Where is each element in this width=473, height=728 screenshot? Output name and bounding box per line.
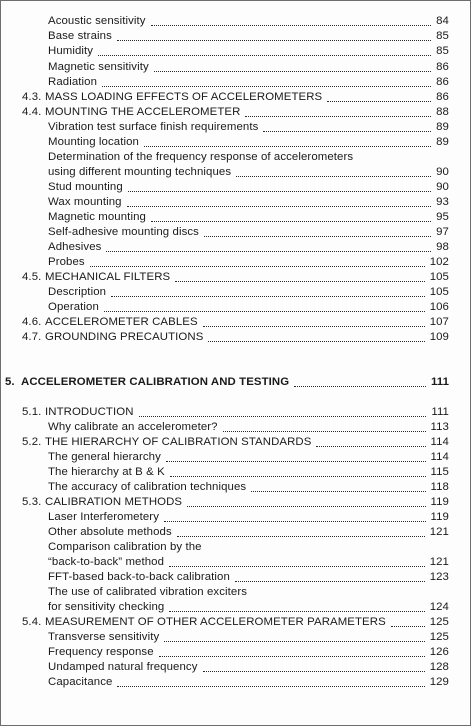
toc-entry	[1, 585, 472, 600]
toc-page-number: 85	[436, 30, 449, 42]
toc-page-number: 107	[429, 316, 449, 328]
toc-entry	[1, 675, 472, 690]
toc-entry	[1, 615, 472, 630]
toc-entry	[1, 540, 472, 555]
toc-entry	[1, 240, 472, 255]
toc-entry-row	[48, 555, 449, 570]
toc-entry-row	[48, 44, 449, 59]
toc-entry-row	[45, 615, 449, 630]
toc-page-number: 90	[436, 166, 449, 178]
dot-leader	[151, 24, 432, 26]
toc-entry-title: The use of calibrated vibration exciters	[48, 586, 248, 598]
toc-entry-title: Wax mounting	[48, 196, 122, 208]
toc-entry	[1, 660, 472, 675]
toc-section-number: 5.1.	[22, 406, 42, 418]
toc-page-number: 129	[429, 676, 449, 688]
dot-leader	[166, 460, 426, 462]
toc-entry-title: Laser Interferometery	[48, 511, 159, 523]
dot-leader	[203, 325, 425, 327]
toc-entry	[1, 600, 472, 615]
dot-leader	[203, 670, 425, 672]
toc-entry-title: MASS LOADING EFFECTS OF ACCELEROMETERS	[45, 91, 323, 103]
toc-page-number: 97	[436, 226, 449, 238]
toc-entry-row	[48, 225, 449, 240]
toc-entry-row	[45, 90, 449, 105]
toc-entry-row	[48, 165, 449, 180]
toc-entry-title: ACCELEROMETER CABLES	[45, 316, 198, 328]
toc-page-number: 123	[429, 571, 449, 583]
toc-entry-title: Mounting location	[48, 136, 139, 148]
toc-page-number: 114	[430, 451, 449, 463]
toc-entry-title: Base strains	[48, 30, 112, 42]
toc-page-number: 98	[436, 241, 449, 253]
toc-entry	[1, 330, 472, 345]
toc-page-number: 119	[430, 511, 449, 523]
toc-entry	[1, 375, 472, 390]
dot-leader	[98, 54, 431, 56]
dot-leader	[169, 610, 424, 612]
toc-section-number: 5.2.	[22, 436, 42, 448]
toc-page-number: 106	[429, 301, 449, 313]
toc-page-number: 95	[436, 211, 449, 223]
toc-page-number: 111	[431, 406, 449, 418]
toc-entry-title: Determination of the frequency response of accelerometers	[48, 151, 354, 163]
toc-entry	[1, 165, 472, 180]
dot-leader	[177, 535, 425, 537]
toc-entry-title: Operation	[48, 301, 99, 313]
toc-entry-title: Comparison calibration by the	[48, 541, 202, 553]
toc-entry-row	[45, 405, 449, 420]
toc-entry-title: “back-to-back” method	[48, 556, 165, 568]
toc-entry-row	[21, 375, 449, 390]
toc-entry-title: THE HIERARCHY OF CALIBRATION STANDARDS	[45, 436, 312, 448]
dot-leader	[235, 580, 425, 582]
toc-section-number: 4.5.	[22, 271, 42, 283]
toc-entry-title: MOUNTING THE ACCELEROMETER	[45, 106, 241, 118]
toc-entry-row	[48, 300, 449, 315]
toc-page-number: 121	[429, 526, 449, 538]
dot-leader	[159, 655, 425, 657]
toc-entry-row	[48, 29, 449, 44]
dot-leader	[245, 115, 431, 117]
toc-entry	[1, 300, 472, 315]
toc-entry-title: MECHANICAL FILTERS	[45, 271, 171, 283]
toc-page-number: 93	[436, 196, 449, 208]
toc-page-number: 84	[436, 15, 449, 27]
toc-entry-row	[48, 75, 449, 90]
toc-section-number: 4.7.	[22, 331, 42, 343]
toc-entry	[1, 75, 472, 90]
toc-entry-title: Humidity	[48, 45, 94, 57]
toc-entry	[1, 630, 472, 645]
toc-entry-title: Self-adhesive mounting discs	[48, 226, 199, 238]
toc-section-number: 5.3.	[22, 496, 42, 508]
toc-page-number: 126	[429, 646, 449, 658]
toc-page-number: 89	[436, 121, 449, 133]
dot-leader	[327, 100, 431, 102]
toc-entry-row	[45, 315, 449, 330]
toc-entry-row	[48, 465, 449, 480]
toc-entry	[1, 180, 472, 195]
toc-entry-title: Stud mounting	[48, 181, 123, 193]
toc-page-number: 113	[430, 421, 449, 433]
toc-page-number: 124	[429, 601, 449, 613]
toc-section-number: 4.3.	[22, 91, 42, 103]
toc-section-number: 5.4.	[22, 616, 42, 628]
toc-entry-title: Undamped natural frequency	[48, 661, 198, 673]
toc-entry-title: The hierarchy at B & K	[48, 466, 165, 478]
toc-page-number: 115	[430, 466, 449, 478]
toc-entry	[1, 225, 472, 240]
toc-entry-row	[45, 435, 449, 450]
dot-leader	[127, 205, 432, 207]
toc-entry-title: Radiation	[48, 76, 98, 88]
dot-leader	[263, 130, 431, 132]
dot-leader	[117, 685, 424, 687]
toc-entry-row	[48, 285, 449, 300]
toc-entry	[1, 570, 472, 585]
toc-entry-row	[48, 510, 449, 525]
toc-entry-row	[48, 255, 449, 270]
toc-entry-title: ACCELEROMETER CALIBRATION AND TESTING	[21, 376, 290, 388]
dot-leader	[144, 145, 431, 147]
dot-leader	[154, 70, 431, 72]
toc-entry-title: CALIBRATION METHODS	[45, 496, 183, 508]
toc-entry-title: for sensitivity checking	[48, 601, 165, 613]
dot-leader	[90, 265, 425, 267]
toc-page-number: 128	[429, 661, 449, 673]
toc-page-number: 89	[436, 136, 449, 148]
toc-entry-row	[48, 240, 449, 255]
toc-page-number: 119	[430, 496, 449, 508]
toc-entry-row	[45, 105, 449, 120]
toc-entry-title: Frequency response	[48, 646, 154, 658]
toc-page-number: 111	[430, 376, 449, 388]
toc-page-number: 109	[429, 331, 449, 343]
toc-entry-row	[48, 135, 449, 150]
toc-entry	[1, 195, 472, 210]
toc-entry	[1, 525, 472, 540]
toc-entry	[1, 450, 472, 465]
toc-page-number: 85	[436, 45, 449, 57]
toc-entry	[1, 29, 472, 44]
toc-entry-title: FFT-based back-to-back calibration	[48, 571, 230, 583]
toc-page-number: 90	[436, 181, 449, 193]
toc-page-number: 86	[436, 76, 449, 88]
toc-entry	[1, 405, 472, 420]
toc-entry	[1, 465, 472, 480]
toc-page-number: 102	[429, 256, 449, 268]
toc-page-number: 105	[429, 271, 449, 283]
dot-leader	[251, 490, 425, 492]
toc-entry	[1, 44, 472, 59]
dot-leader	[204, 235, 431, 237]
toc-entry	[1, 135, 472, 150]
toc-entry-title: Adhesives	[48, 241, 102, 253]
toc-entry-row	[48, 150, 449, 165]
toc-entry	[1, 645, 472, 660]
toc-entry	[1, 480, 472, 495]
toc-entry	[1, 14, 472, 29]
toc-entry-title: Why calibrate an accelerometer?	[48, 421, 218, 433]
toc-entry	[1, 435, 472, 450]
toc-entry-title: GROUNDING PRECAUTIONS	[45, 331, 204, 343]
dot-leader	[106, 250, 431, 252]
dot-leader	[104, 310, 425, 312]
toc-entry-row	[45, 330, 449, 345]
toc-section-number: 5.	[5, 376, 15, 388]
toc-entry-row	[48, 540, 449, 555]
toc-entry-row	[48, 585, 449, 600]
dot-leader	[175, 280, 424, 282]
toc-entry-row	[48, 660, 449, 675]
toc-entry-title: Magnetic mounting	[48, 211, 146, 223]
dot-leader	[208, 340, 424, 342]
dot-leader	[170, 475, 426, 477]
toc-entry-row	[48, 14, 449, 29]
dot-leader	[128, 190, 431, 192]
dot-leader	[391, 625, 425, 627]
toc-page-number: 105	[429, 286, 449, 298]
toc-entry	[1, 315, 472, 330]
toc-entry-title: The accuracy of calibration techniques	[48, 481, 247, 493]
toc-entry	[1, 150, 472, 165]
toc-entry-title: Probes	[48, 256, 85, 268]
toc-page-number: 88	[436, 106, 449, 118]
toc-entry-row	[48, 525, 449, 540]
toc-section-number: 4.4.	[22, 106, 42, 118]
toc-page-number: 86	[436, 61, 449, 73]
toc-entry-title: Vibration test surface finish requirements	[48, 121, 259, 133]
toc-page-number: 121	[429, 556, 449, 568]
toc-entry	[1, 60, 472, 75]
toc-entry-row	[48, 480, 449, 495]
dot-leader	[151, 220, 431, 222]
toc-entry-row	[48, 195, 449, 210]
toc-page-number: 125	[429, 616, 449, 628]
toc-entry-title: Description	[48, 286, 107, 298]
toc-entry-row	[48, 675, 449, 690]
dot-leader	[164, 520, 426, 522]
toc-entry-title: The general hierarchy	[48, 451, 161, 463]
toc-entry-title: Acoustic sensitivity	[48, 15, 146, 27]
toc-section-number: 4.6.	[22, 316, 42, 328]
dot-leader	[169, 565, 425, 567]
toc-entry-title: using different mounting techniques	[48, 166, 232, 178]
toc-entry-row	[48, 630, 449, 645]
toc-entry	[1, 420, 472, 435]
toc-page-number: 86	[436, 91, 449, 103]
dot-leader	[187, 505, 425, 507]
toc-entry-title: Capacitance	[48, 676, 113, 688]
toc-entry	[1, 555, 472, 570]
toc-entry-row	[48, 210, 449, 225]
toc-entry	[1, 105, 472, 120]
toc-entry-row	[48, 60, 449, 75]
toc-entry-row	[48, 120, 449, 135]
toc-entry-title: Transverse sensitivity	[48, 631, 160, 643]
dot-leader	[294, 385, 426, 387]
toc-entry-row	[45, 495, 449, 510]
toc-entry	[1, 510, 472, 525]
toc-entry-title: INTRODUCTION	[45, 406, 134, 418]
toc-entry-row	[48, 420, 449, 435]
toc-entry-row	[45, 270, 449, 285]
toc-entry-row	[48, 600, 449, 615]
toc-entry	[1, 285, 472, 300]
toc-entry	[1, 90, 472, 105]
dot-leader	[117, 39, 431, 41]
dot-leader	[223, 430, 426, 432]
toc-page-number: 118	[430, 481, 449, 493]
toc-page-number: 114	[430, 436, 449, 448]
dot-leader	[139, 415, 427, 417]
toc-entry-row	[48, 645, 449, 660]
dot-leader	[102, 85, 431, 87]
toc-entry-title: Other absolute methods	[48, 526, 172, 538]
toc-entry	[1, 270, 472, 285]
toc-entry-row	[48, 180, 449, 195]
dot-leader	[316, 445, 425, 447]
toc-entry-title: MEASUREMENT OF OTHER ACCELEROMETER PARAMETERS	[45, 616, 386, 628]
toc-entry-row	[48, 450, 449, 465]
toc-entry-row	[48, 570, 449, 585]
toc-entry-title: Magnetic sensitivity	[48, 61, 149, 73]
toc-entry	[1, 255, 472, 270]
dot-leader	[111, 295, 425, 297]
toc-entry	[1, 120, 472, 135]
toc-page-number: 125	[429, 631, 449, 643]
dot-leader	[164, 640, 424, 642]
dot-leader	[236, 175, 431, 177]
toc-entry	[1, 210, 472, 225]
toc-entry	[1, 495, 472, 510]
